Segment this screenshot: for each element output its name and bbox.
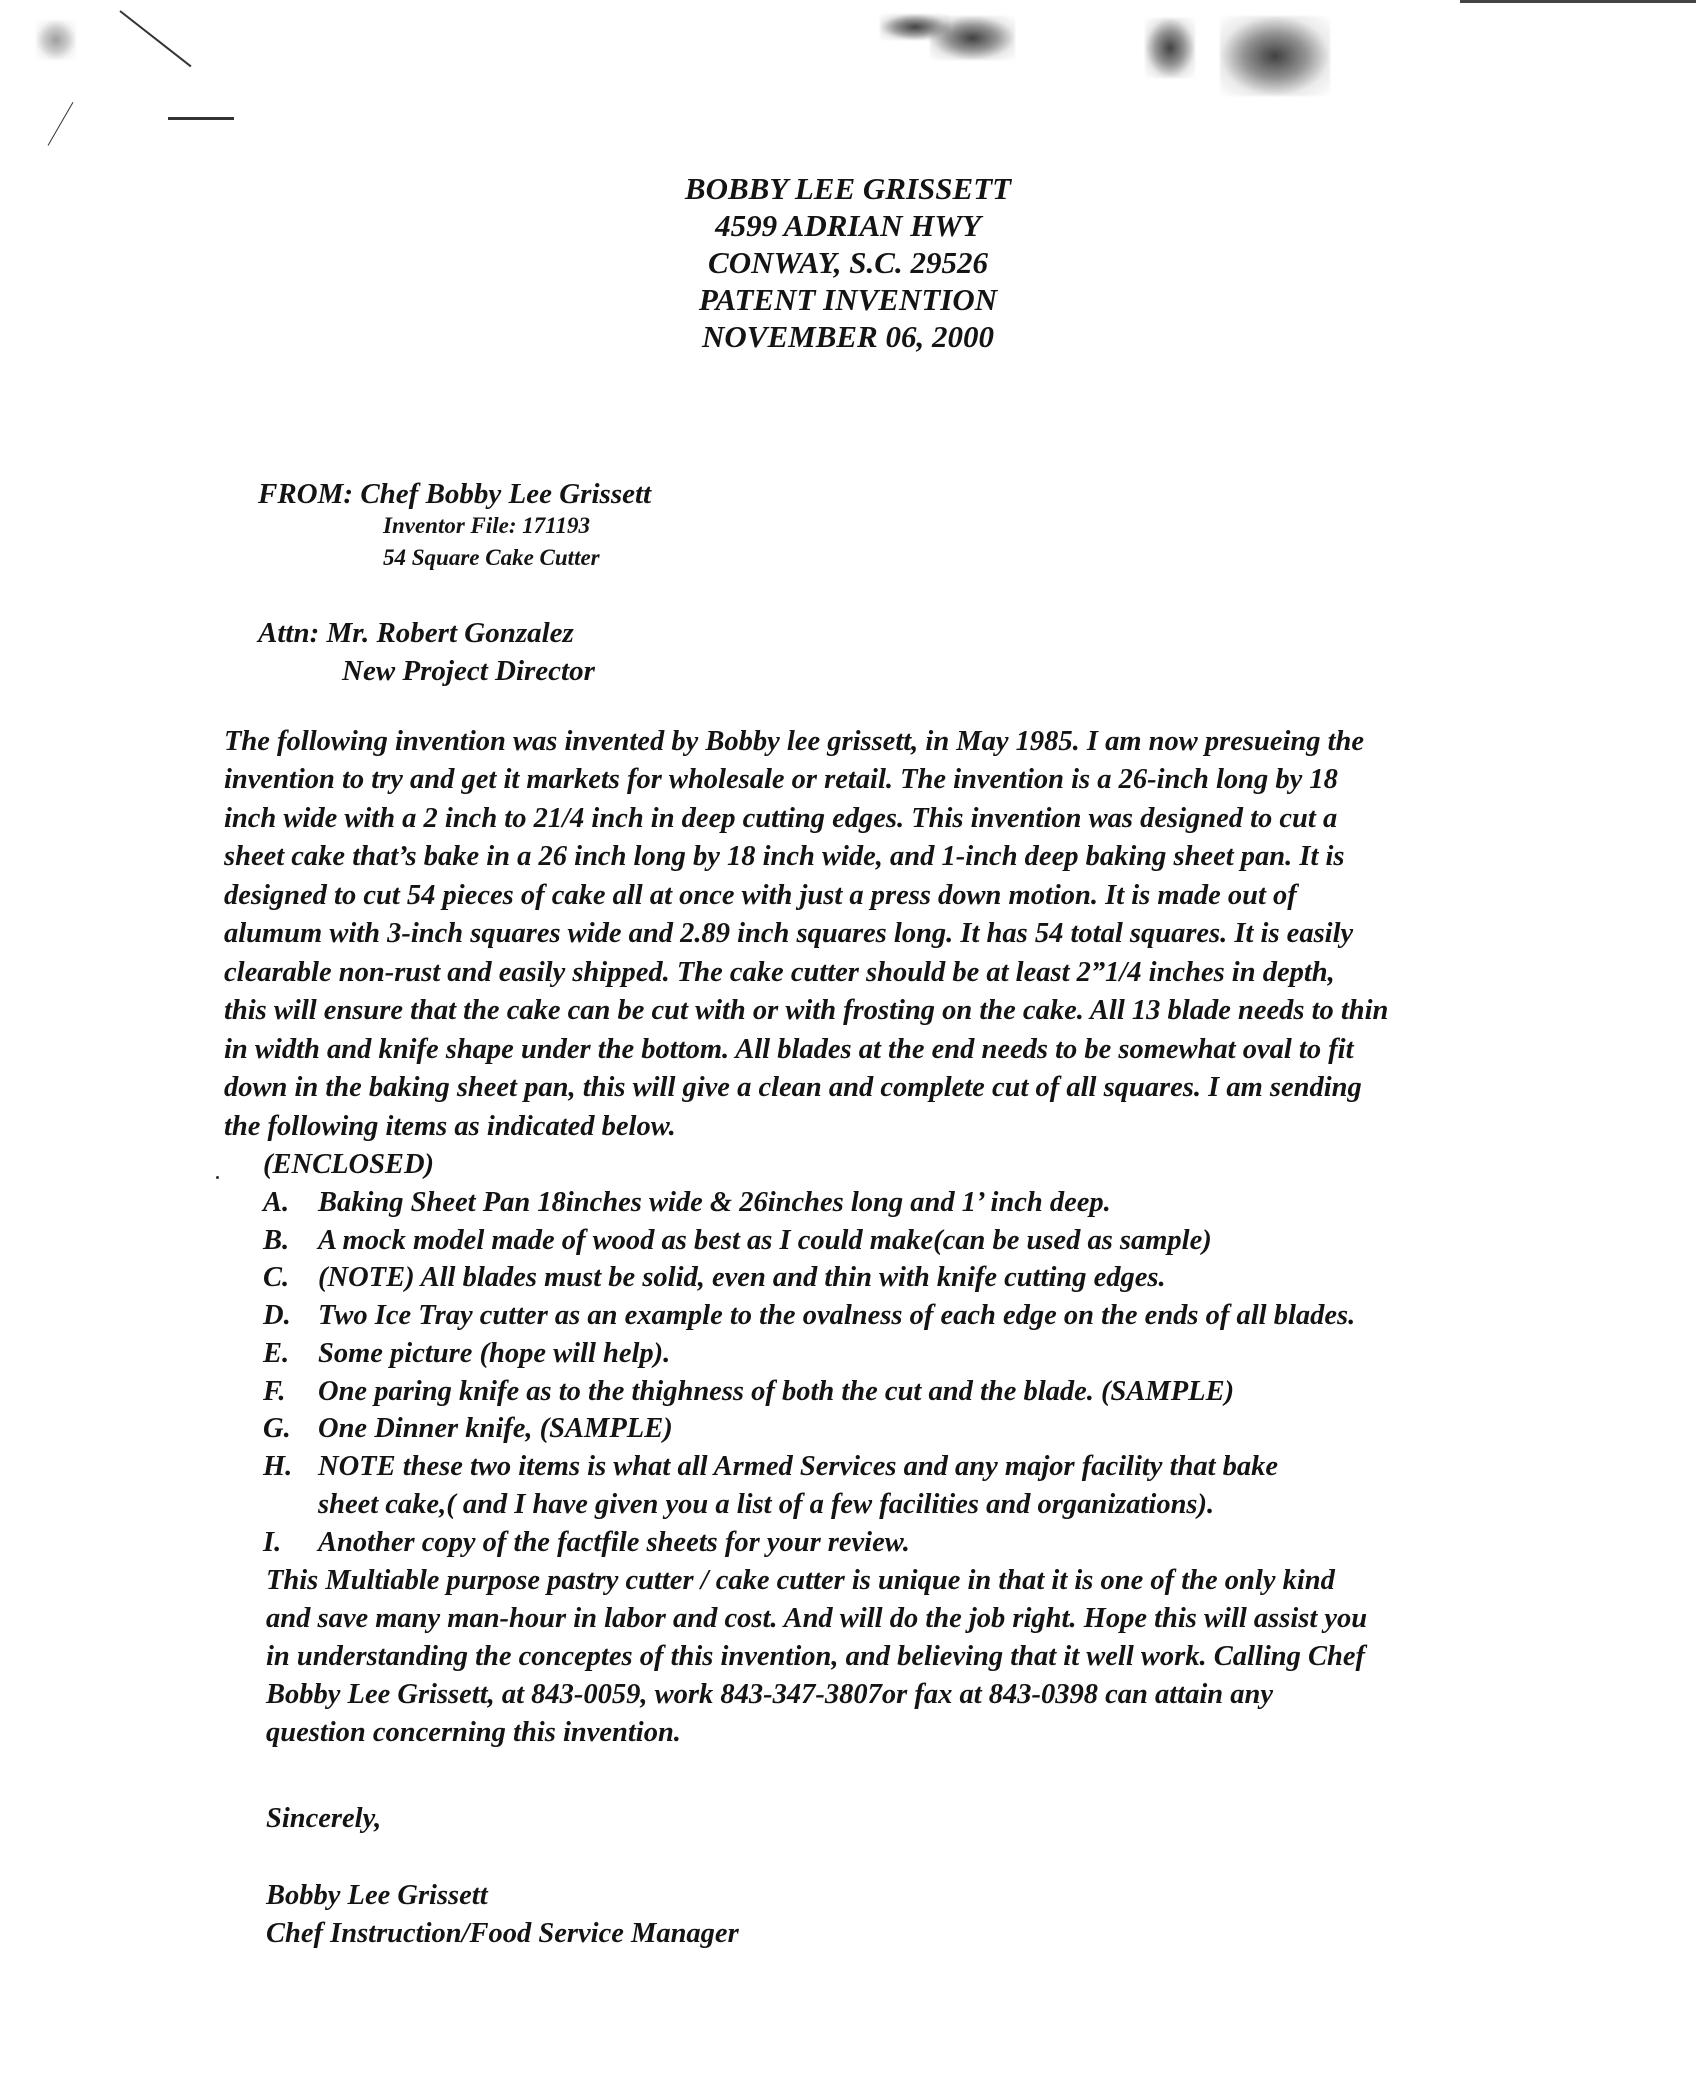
list-item: NOTE these two items is what all Armed Services and any major facility that bake (318, 1451, 1279, 1482)
letterhead-subject: PATENT INVENTION (698, 282, 998, 317)
scan-smudge (1145, 18, 1195, 78)
closing-line: question concerning this invention. (266, 1717, 681, 1748)
list-item-letter: A. (263, 1187, 290, 1218)
list-item-continuation: sheet cake,( and I have given you a list of a few facilities and organizations). (318, 1489, 1215, 1520)
scan-smudge (36, 20, 76, 60)
letterhead (0, 170, 1696, 355)
body-line: alumum with 3-inch squares wide and 2.89 inch squares long. It has 54 total squares. It is easily (224, 918, 1354, 949)
body-line: in width and knife shape under the bottom. All blades at the end needs to be somewhat oval to fit (224, 1034, 1354, 1065)
scan-smudge (930, 16, 1015, 60)
product-name: 54 Square Cake Cutter (383, 545, 600, 570)
signature-name: Bobby Lee Grissett (266, 1880, 488, 1911)
scan-mark (168, 117, 234, 120)
attn-line: Attn: Mr. Robert Gonzalez (258, 617, 574, 649)
enclosed-label: (ENCLOSED) (263, 1149, 435, 1180)
letterhead-name: BOBBY LEE GRISSETT (684, 171, 1012, 206)
scan-edge-line (1460, 0, 1696, 3)
body-line: invention to try and get it markets for wholesale or retail. The invention is a 26-inch long by 18 (224, 764, 1338, 795)
body-line: the following items as indicated below. (224, 1111, 676, 1142)
body-line: this will ensure that the cake can be cut with or with frosting on the cake. All 13 blade needs to thin (224, 995, 1389, 1026)
salutation: Sincerely, (266, 1803, 382, 1834)
list-item-letter: D. (263, 1300, 291, 1331)
list-item-letter: E. (263, 1338, 290, 1369)
list-item-letter: I. (263, 1527, 282, 1558)
body-line: The following invention was invented by Bobby lee grissett, in May 1985. I am now presueing the (224, 726, 1365, 757)
closing-line: Bobby Lee Grissett, at 843-0059, work 843-347-3807or fax at 843-0398 can attain any (266, 1679, 1273, 1710)
list-item: (NOTE) All blades must be solid, even and thin with knife cutting edges. (318, 1262, 1166, 1293)
body-line: inch wide with a 2 inch to 21/4 inch in deep cutting edges. This invention was designed to cut a (224, 803, 1338, 834)
list-item: Another copy of the factfile sheets for your review. (318, 1527, 910, 1558)
body-line: down in the baking sheet pan, this will give a clean and complete cut of all squares. I am sending (224, 1072, 1362, 1103)
list-item-letter: C. (263, 1262, 290, 1293)
list-item: One Dinner knife, (SAMPLE) (318, 1413, 673, 1444)
letterhead-address: 4599 ADRIAN HWY (715, 208, 981, 243)
scan-mark (48, 102, 74, 146)
list-item: A mock model made of wood as best as I could make(can be used as sample) (318, 1225, 1212, 1256)
scan-mark (119, 10, 191, 67)
body-line: clearable non-rust and easily shipped. The cake cutter should be at least 2”1/4 inches in depth, (224, 957, 1335, 988)
scan-smudge (1220, 16, 1330, 96)
closing-line: in understanding the conceptes of this invention, and believing that it well work. Calling Chef (266, 1641, 1365, 1672)
signature-title: Chef Instruction/Food Service Manager (266, 1918, 739, 1949)
body-line: designed to cut 54 pieces of cake all at once with just a press down motion. It is made out of (224, 880, 1297, 911)
stray-dot (216, 1176, 219, 1179)
list-item-letter: H. (263, 1451, 293, 1482)
letterhead-date: NOVEMBER 06, 2000 (702, 319, 994, 354)
list-item: One paring knife as to the thighness of both the cut and the blade. (SAMPLE) (318, 1376, 1235, 1407)
list-item: Two Ice Tray cutter as an example to the ovalness of each edge on the ends of all blades. (318, 1300, 1356, 1331)
body-line: sheet cake that’s bake in a 26 inch long by 18 inch wide, and 1-inch deep baking sheet pan. It is (224, 841, 1345, 872)
list-item-letter: B. (263, 1225, 290, 1256)
list-item-letter: F. (263, 1376, 286, 1407)
closing-line: This Multiable purpose pastry cutter / cake cutter is unique in that it is one of the only kind (266, 1565, 1335, 1596)
inventor-file: Inventor File: 171193 (383, 513, 591, 538)
list-item: Baking Sheet Pan 18inches wide & 26inches long and 1’ inch deep. (318, 1187, 1111, 1218)
letterhead-city: CONWAY, S.C. 29526 (708, 245, 988, 280)
attn-title: New Project Director (342, 655, 595, 687)
from-line: FROM: Chef Bobby Lee Grissett (258, 478, 652, 510)
closing-line: and save many man-hour in labor and cost. And will do the job right. Hope this will assist you (266, 1603, 1368, 1634)
list-item-letter: G. (263, 1413, 291, 1444)
list-item: Some picture (hope will help). (318, 1338, 671, 1369)
